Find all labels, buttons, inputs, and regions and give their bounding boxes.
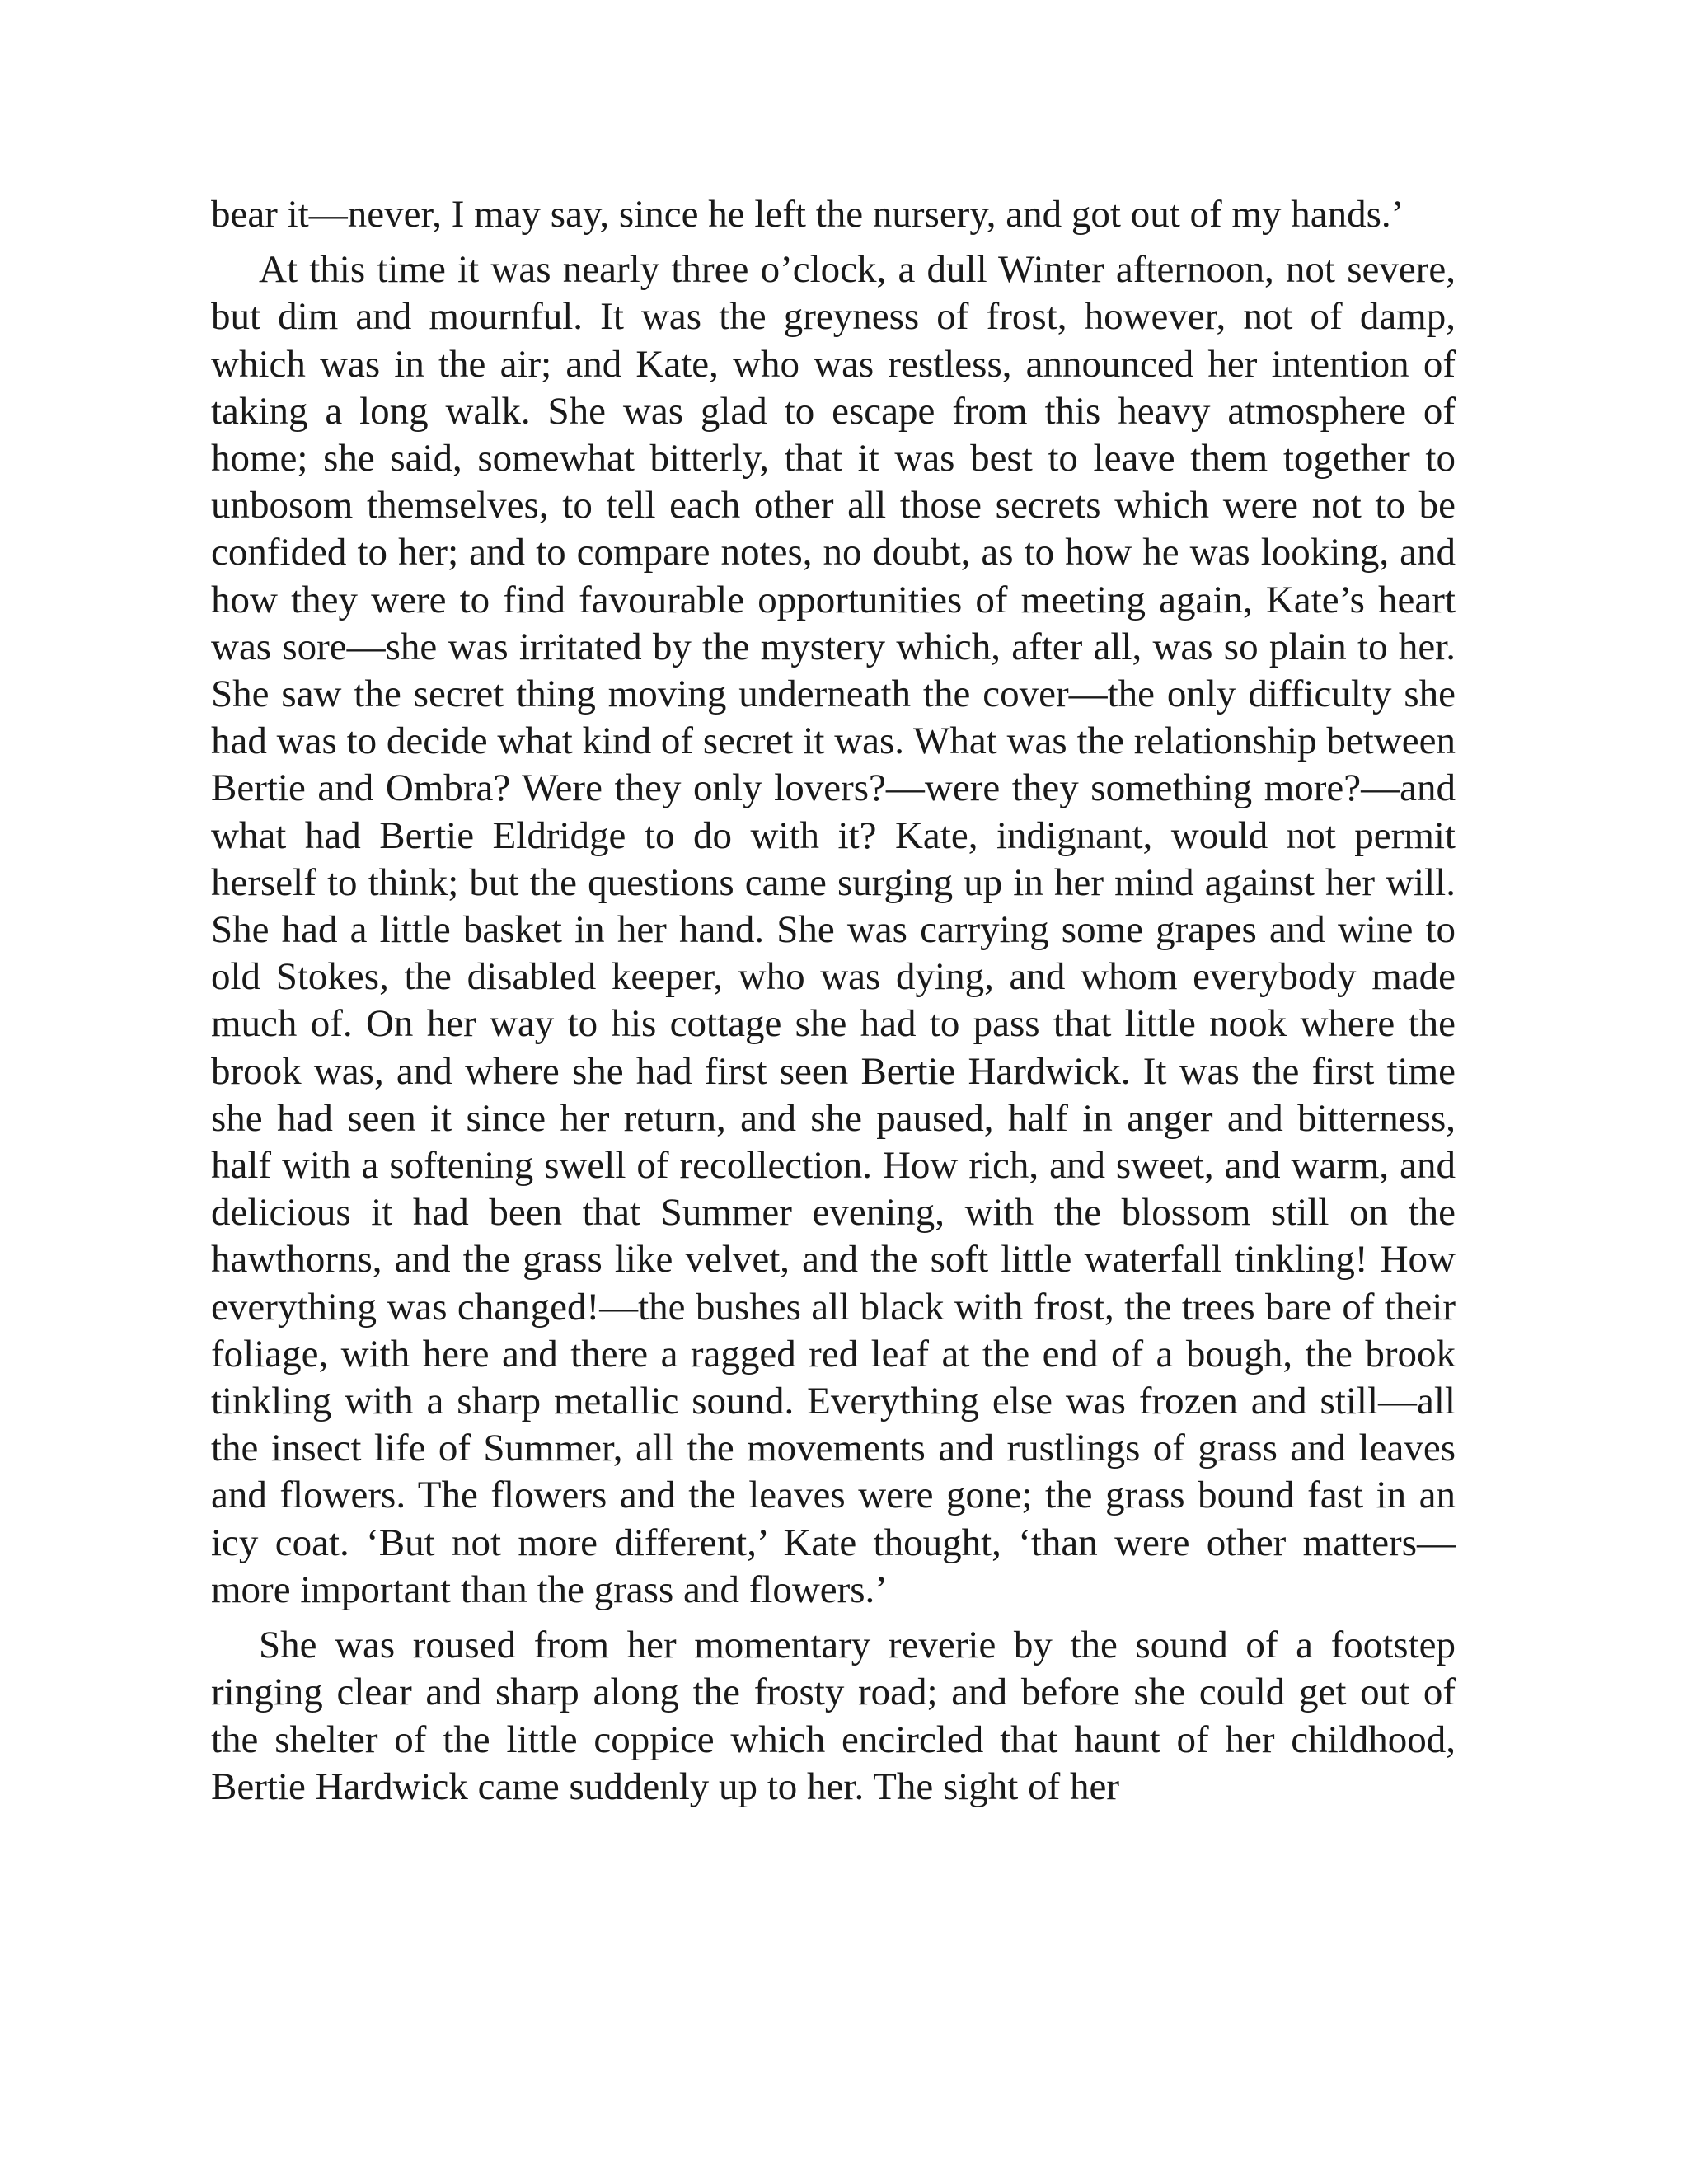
paragraph-kate-walk: At this time it was nearly three o’clock, a dull Winter afternoon, not severe, but dim and mournful. It was the greyness of frost, however, not of damp, which was in the air; and Kate, who was restless, announced her intention of taking a long walk. She was glad to escape from this heavy atmosphere of home; she said, somewhat bitterly, that it was best to leave them together to unbosom themselves, to tell each other all those secrets which were not to be confided to her; and to compare notes, no doubt, as to how he was looking, and how they were to find favourable opportunities of meeting again, Kate’s heart was sore—she was irritated by the mystery which, after all, was so plain to her. She saw the secret thing moving underneath the cover—the only difficulty she had was to decide what kind of secret it was. What was the relationship between Bertie and Ombra? Were they only lovers?—were they something more?—and what had Bertie Eldridge to do with it? Kate, indignant, would not permit herself to think; but the questions came surging up in her mind against her will. She had a little basket in her hand. She was carrying some grapes and wine to old Stokes, the disabled keeper, who was dying, and whom everybody made much of. On her way to his cottage she had to pass that little nook where the brook was, and where she had first seen Bertie Hardwick. It was the first time she had seen it since her return, and she paused, half in anger and bitterness, half with a softening swell of recollection. How rich, and sweet, and warm, and delicious it had been that Summer evening, with the blossom still on the hawthorns, and the grass like velvet, and the soft little waterfall tinkling! How everything was changed!—the bushes all black with frost, the trees bare of their foliage, with here and there a ragged red leaf at the end of a bough, the brook tinkling with a sharp metallic sound. Everything else was frozen and still—all the insect life of Summer, all the movements and rustlings of grass and leaves and flowers. The flowers and the leaves were gone; the grass bound fast in an icy coat. ‘But not more different,’ Kate thought, ‘than were other matters—more important than the grass and flowers.’ (211, 248, 1456, 1611)
paragraph-footstep: She was roused from her momentary reverie by the sound of a footstep ringing clear and sharp along the frosty road; and before she could get out of the shelter of the little coppice which encircled that haunt of her childhood, Bertie Hardwick came suddenly up to her. The sight of her (211, 1624, 1456, 1808)
paragraph-continuation: bear it—never, I may say, since he left the nursery, and got out of my hands.’ (211, 193, 1404, 236)
page-body (211, 191, 1456, 1811)
